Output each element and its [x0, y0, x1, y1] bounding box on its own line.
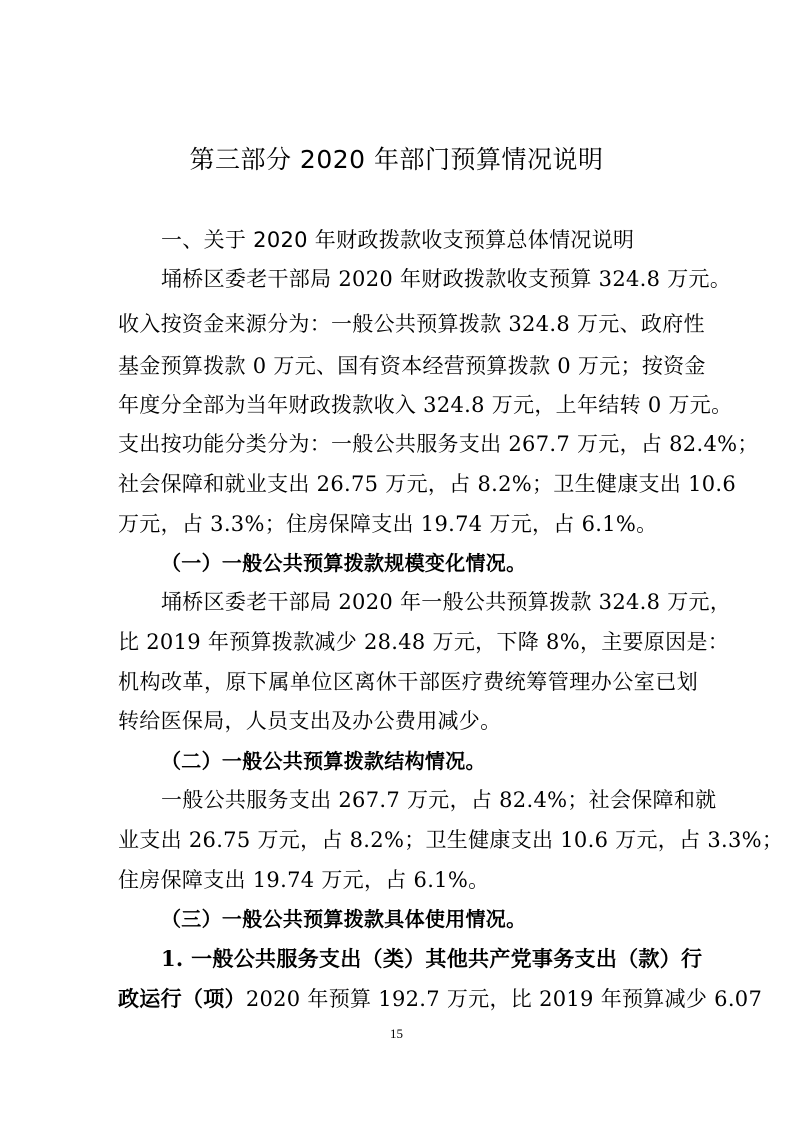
paragraph-1-line-2: 收入按资金来源分为：一般公共预算拨款 324.8 万元、政府性 — [118, 312, 705, 336]
paragraph-3-line-2: 业支出 26.75 万元，占 8.2%；卫生健康支出 10.6 万元，占 3.3%； — [118, 828, 784, 852]
paragraph-2-line-1: 埇桥区委老干部局 2020 年一般公共预算拨款 324.8 万元， — [161, 590, 732, 614]
paragraph-1-line-4: 年度分全部为当年财政拨款收入 324.8 万元，上年结转 0 万元。 — [118, 393, 733, 417]
paragraph-3-line-1: 一般公共服务支出 267.7 万元，占 82.4%；社会保障和就 — [161, 788, 717, 812]
paragraph-1-line-1: 埇桥区委老干部局 2020 年财政拨款收支预算 324.8 万元。 — [161, 267, 732, 291]
item-1-bold-label: 政运行（项） — [118, 986, 246, 1011]
section-heading-1: 一、关于 2020 年财政拨款收支预算总体情况说明 — [161, 228, 635, 252]
subsection-heading-2: （二）一般公共预算拨款结构情况。 — [161, 749, 486, 773]
paragraph-1-line-5: 支出按功能分类分为：一般公共服务支出 267.7 万元，占 82.4%； — [118, 432, 759, 456]
paragraph-1-line-6: 社会保障和就业支出 26.75 万元，占 8.2%；卫生健康支出 10.6 — [118, 472, 737, 496]
paragraph-3-line-3: 住房保障支出 19.74 万元，占 6.1%。 — [118, 868, 490, 892]
paragraph-2-line-4: 转给医保局，人员支出及办公费用减少。 — [118, 709, 502, 733]
paragraph-2-line-3: 机构改革，原下属单位区离休干部医疗费统筹管理办公室已划 — [118, 670, 698, 694]
page-title: 第三部分 2020 年部门预算情况说明 — [189, 145, 604, 174]
item-1-line-2 — [118, 985, 763, 1013]
subsection-heading-3: （三）一般公共预算拨款具体使用情况。 — [161, 907, 527, 931]
item-1-text: 2020 年预算 192.7 万元，比 2019 年预算减少 6.07 — [245, 987, 763, 1011]
item-1-line-1: 1. 一般公共服务支出（类）其他共产党事务支出（款）行 — [161, 946, 703, 971]
paragraph-1-line-7: 万元，占 3.3%；住房保障支出 19.74 万元，占 6.1%。 — [118, 512, 658, 536]
subsection-heading-1: （一）一般公共预算拨款规模变化情况。 — [161, 551, 527, 575]
paragraph-2-line-2: 比 2019 年预算拨款减少 28.48 万元，下降 8%，主要原因是： — [118, 630, 730, 654]
page-number: 15 — [390, 1026, 403, 1041]
paragraph-1-line-3: 基金预算拨款 0 万元、国有资本经营预算拨款 0 万元；按资金 — [118, 354, 706, 378]
